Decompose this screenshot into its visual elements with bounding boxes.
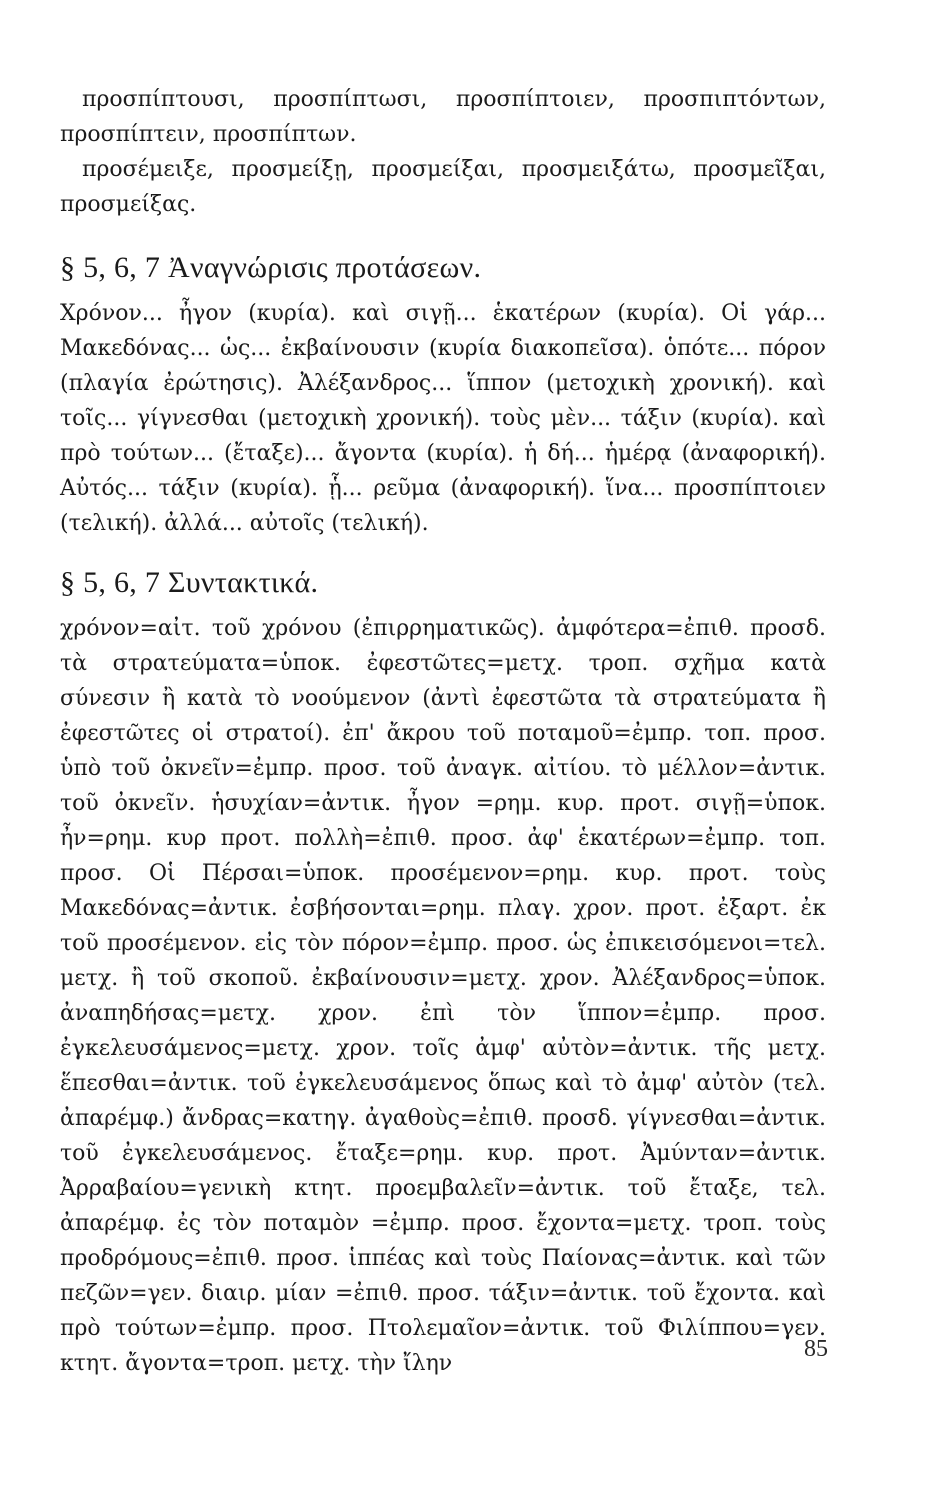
section-heading-recognition: § 5, 6, 7 Ἀναγνώρισις προτάσεων. — [60, 251, 482, 284]
book-page — [60, 82, 826, 1381]
section-heading-syntax: § 5, 6, 7 Συντακτικά. — [60, 566, 319, 599]
intro-paragraph-1: προσπίπτουσι, προσπίπτωσι, προσπίπτοιεν, προσπιπτόντων, προσπίπτειν, προσπίπτων. — [60, 87, 826, 147]
syntax-paragraph: χρόνον=αἰτ. τοῦ χρόνου (ἐπιρρηματικῶς). ἀμφότερα=ἐπιθ. προσδ. τὰ στρατεύματα=ὑποκ. ἐφεστῶτες=μετχ. τροπ. σχῆμα κατὰ σύνεσιν ἢ κατὰ τὸ νοούμενον (ἀντὶ ἐφεστῶτα τὰ στρατεύματα ἢ ἐφεστῶτες οἱ στρατοί). ἐπ' ἄκρου τοῦ ποταμοῦ=ἐμπρ. τοπ. προσ. ὑπὸ τοῦ ὀκνεῖν=ἐμπρ. προσ. τοῦ ἀναγκ. αἰτίου. τὸ μέλλον=ἀντικ. τοῦ ὀκνεῖν. ἡσυχίαν=ἀντικ. ἦγον =ρημ. κυρ. προτ. σιγῇ=ὑποκ. ἦν=ρημ. κυρ προτ. πολλὴ=ἐπιθ. προσ. ἀφ' ἑκατέρων=ἐμπρ. τοπ. προσ. Οἱ Πέρσαι=ὑποκ. προσέμενον=ρημ. κυρ. προτ. τοὺς Μακεδόνας=ἀντικ. ἐσβήσονται=ρημ. πλαγ. χρον. προτ. ἐξαρτ. ἐκ τοῦ προσέμενον. εἰς τὸν πόρον=ἐμπρ. προσ. ὡς ἐπικεισόμενοι=τελ. μετχ. ἢ τοῦ σκοποῦ. ἐκβαίνουσιν=μετχ. χρον. Ἀλέξανδρος=ὑποκ. ἀναπηδήσας=μετχ. χρον. ἐπὶ τὸν ἵππον=ἐμπρ. προσ. ἐγκελευσάμενος=μετχ. χρον. τοῖς ἀμφ' αὐτὸν=ἀντικ. τῆς μετχ. ἕπεσθαι=ἀντικ. τοῦ ἐγκελευσάμενος ὅπως καὶ τὸ ἀμφ' αὐτὸν (τελ. ἀπαρέμφ.) ἄνδρας=κατηγ. ἀγαθοὺς=ἐπιθ. προσδ. γίγνεσθαι=ἀντικ. τοῦ ἐγκελευσάμενος. ἔταξε=ρημ. κυρ. προτ. Ἀμύνταν=ἀντικ. Ἀρραβαίου=γενικὴ κτητ. προεμβαλεῖν=ἀντικ. τοῦ ἔταξε, τελ. ἀπαρέμφ. ἐς τὸν ποταμὸν =ἐμπρ. προσ. ἔχοντα=μετχ. τροπ. τοὺς προδρόμους=ἐπιθ. προσ. ἱππέας καὶ τοὺς Παίονας=ἀντικ. καὶ τῶν πεζῶν=γεν. διαιρ. μίαν =ἐπιθ. προσ. τάξιν=ἀντικ. τοῦ ἔχοντα. καὶ πρὸ τούτων=ἐμπρ. προσ. Πτολεμαῖον=ἀντικ. τοῦ Φιλίππου=γεν. κτητ. ἄγοντα=τροπ. μετχ. τὴν ἴλην — [60, 616, 826, 1376]
page-number: 85 — [804, 1336, 828, 1362]
recognition-paragraph: Χρόνον... ἦγον (κυρία). καὶ σιγῇ... ἑκατέρων (κυρία). Οἱ γάρ... Μακεδόνας... ὡς... ἐκβαίνουσιν (κυρία διακοπεῖσα). ὁπότε... πόρον (πλαγία ἐρώτησις). Ἀλέξανδρος... ἵππον (μετοχικὴ χρονική). καὶ τοῖς... γίγνεσθαι (μετοχικὴ χρονική). τοὺς μὲν... τάξιν (κυρία). καὶ πρὸ τούτων... (ἔταξε)... ἄγοντα (κυρία). ἡ δή... ἡμέρᾳ (ἀναφορική). Αὐτός... τάξιν (κυρία). ᾗ... ρεῦμα (ἀναφορική). ἵνα... προσπίπτοιεν (τελική). ἀλλά... αὐτοῖς (τελική). — [60, 301, 826, 536]
intro-paragraph-2: προσέμειξε, προσμείξῃ, προσμείξαι, προσμειξάτω, προσμεῖξαι, προσμείξας. — [60, 157, 826, 217]
